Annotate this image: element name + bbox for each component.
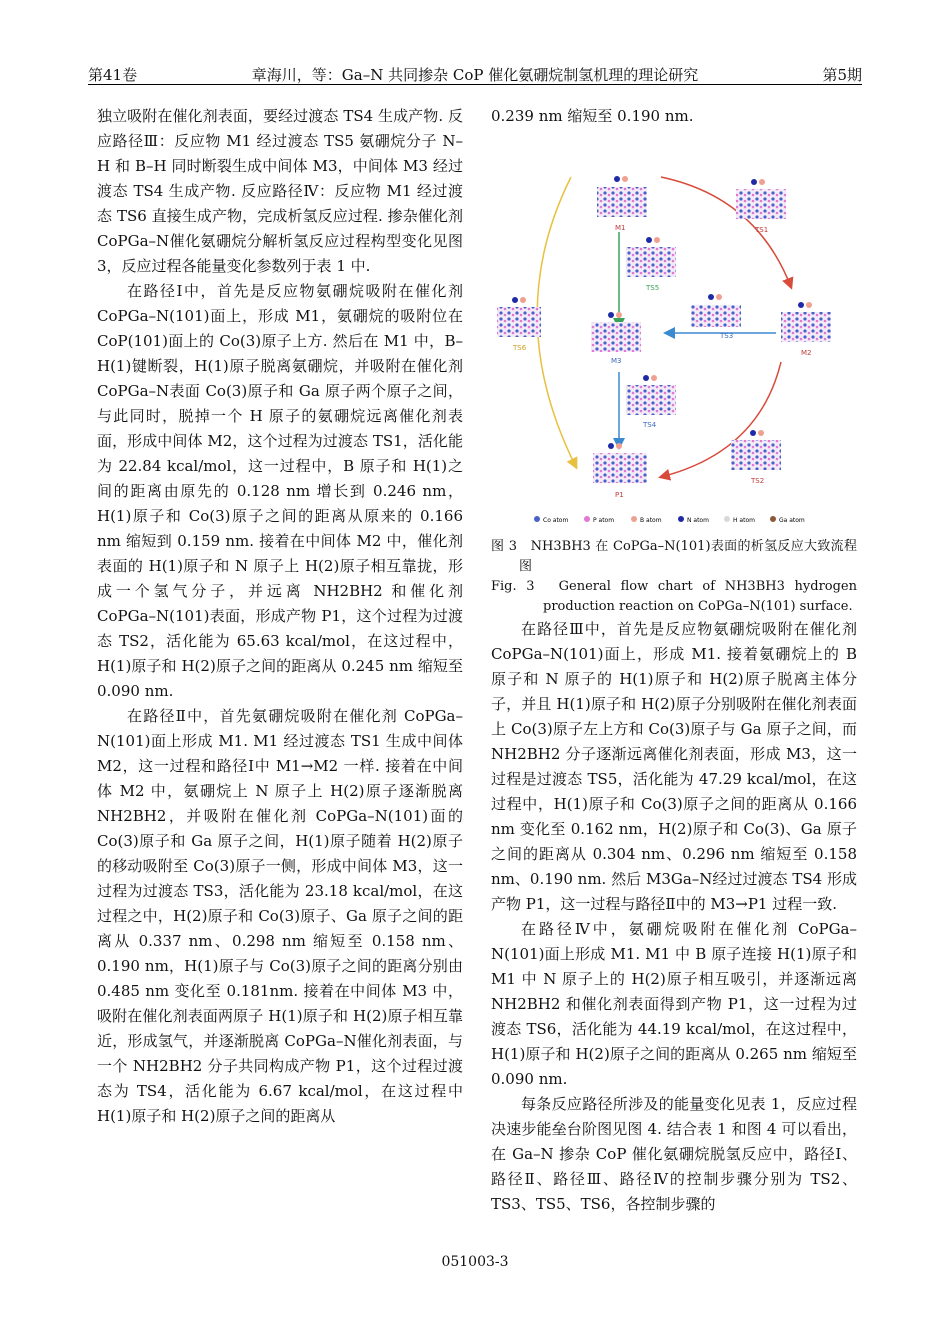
- figure-caption-en: Fig. 3 General flow chart of NH3BH3 hydrogen production reaction on CoPGa–N(101) surface.: [491, 579, 857, 614]
- structure-label: P1: [615, 491, 624, 499]
- legend-swatch: [724, 516, 730, 522]
- paragraph: 在路径Ⅱ中，首先氨硼烷吸附在催化剂 CoPGa–N(101)面上形成 M1. M1 经过渡态 TS1 生成中间体 M2，这一过程和路径Ⅰ中 M1→M2 一样. 接着在中间体 M2 中，氨硼烷上 N 原子上 H(2)原子逐渐脱离 NH2BH2，并吸附在催化剂 CoPGa–N(101)面的 Co(3)原子和 Ga 原子之间，H(1)原子随着 H(2)原子的移动吸附至 Co(3)原子一侧，形成中间体 M3，这一过程为过渡态 TS3，活化能为 23.18 kcal/mol，在这过程之中，H(2)原子和 Co(3)原子、Ga 原子之间的距离从 0.337 nm、0.298 nm 缩短至 0.158 nm、0.190 nm，H(1)原子与 Co(3)原子之间的距离分别由 0.485 nm 变化至 0.181nm. 接着在中间体 M3 中，吸附在催化剂表面两原子 H(1)原子和 H(2)原子相互靠近，形成氢气，并逐渐脱离 CoPGa–N催化剂表面，与一个 NH2BH2 分子共同构成产物 P1，这个过程过渡态为 TS4，活化能为 6.67 kcal/mol，在这过程中 H(1)原子和 H(2)原子之间的距离从: [97, 707, 463, 1125]
- structure-m3: [591, 312, 641, 365]
- structure-label: M2: [801, 349, 812, 357]
- running-title: 章海川，等：Ga–N 共同掺杂 CoP 催化氨硼烷制氢机理的理论研究: [251, 66, 699, 84]
- paragraph: 0.239 nm 缩短至 0.190 nm.: [491, 107, 694, 125]
- right-column: [491, 104, 857, 1217]
- structure-ts4: [626, 375, 676, 429]
- legend-swatch: [584, 516, 590, 522]
- legend-swatch: [631, 516, 637, 522]
- legend-swatch: [770, 516, 776, 522]
- header-rule: [88, 84, 862, 85]
- structure-label: TS3: [720, 332, 734, 340]
- structure-label: TS1: [755, 226, 769, 234]
- legend-label: B atom: [640, 517, 662, 524]
- structure-ts5: [626, 237, 676, 292]
- legend-swatch: [678, 516, 684, 522]
- structure-label: TS5: [646, 284, 660, 292]
- structure-ts1: [736, 179, 786, 234]
- paragraph: 在路径Ⅰ中，首先是反应物氨硼烷吸附在催化剂 CoPGa–N(101)面上，形成 M1，氨硼烷的吸附位在 CoP(101)面上的 Co(3)原子上方. 然后在 M1 中，B–H(1)键断裂，H(1)原子脱离氨硼烷，并吸附在催化剂 CoPGa–N表面 Co(3)原子和 Ga 原子两个原子之间，与此同时，脱掉一个 H 原子的氨硼烷远离催化剂表面，形成中间体 M2，这个过程为过渡态 TS1，活化能为 22.84 kcal/mol，这一过程中，B 原子和 H(1)之间的距离由原先的 0.128 nm 增长到 0.246 nm，H(1)原子和 Co(3)原子之间的距离从原来的 0.166 nm 缩短到 0.159 nm. 接着在中间体 M2 中，催化剂表面的 H(1)原子和 N 原子上 H(2)原子相互靠拢，形成一个氢气分子，并远离 NH2BH2 和催化剂 CoPGa–N(101)表面，形成产物 P1，这个过程为过渡态 TS2，活化能为 65.63 kcal/mol，在这过程中，H(1)原子和 H(2)原子之间的距离从 0.245 nm 缩短至 0.090 nm.: [97, 282, 463, 700]
- paragraph: 在路径Ⅳ中，氨硼烷吸附在催化剂 CoPGa–N(101)面上形成 M1. M1 中 B 原子连接 H(1)原子和 M1 中 N 原子上的 H(2)原子相互吸引，并逐渐远离 NH2BH2 和催化剂表面得到产物 P1，这一过程为过渡态 TS6，活化能为 44.19 kcal/mol，在这过程中，H(1)原子和 H(2)原子之间的距离从 0.265 nm 缩短至 0.090 nm.: [491, 920, 857, 1088]
- paragraph: 在路径Ⅲ中，首先是反应物氨硼烷吸附在催化剂 CoPGa–N(101)面上，形成 M1. 接着氨硼烷上的 B 原子和 N 原子的 H(1)原子和 H(2)原子脱离主体分子，并且 H(1)原子和 H(2)原子分别吸附在催化剂表面上 Co(3)原子左上方和 Co(3)原子与 Ga 原子之间，而 NH2BH2 分子逐渐远离催化剂表面，形成 M3，这一过程是过渡态 TS5，活化能为 47.29 kcal/mol，在这过程中，H(1)原子和 Co(3)原子之间的距离从 0.166 nm 变化至 0.162 nm，H(2)原子和 Co(3)、Ga 原子之间的距离从 0.304 nm、0.296 nm 缩短至 0.158 nm、0.190 nm. 然后 M3Ga–N经过过渡态 TS4 形成产物 P1，这一过程与路径Ⅱ中的 M3→P1 过程一致.: [491, 620, 857, 913]
- paragraph: 每条反应路径所涉及的能量变化见表 1，反应过程决速步能垒台阶图见图 4. 结合表 1 和图 4 可以看出，在 Ga–N 掺杂 CoP 催化氨硼烷脱氢反应中，路径Ⅰ、路径Ⅱ、路径Ⅲ、路径Ⅳ的控制步骤分别为 TS2、TS3、TS5、TS6，各控制步骤的: [491, 1095, 857, 1213]
- arrow-m1-ts6-p1: [537, 177, 576, 467]
- structure-label: M3: [611, 357, 622, 365]
- page-number: 051003-3: [441, 1254, 509, 1270]
- figure-3: [491, 137, 857, 537]
- legend-label: Ga atom: [779, 517, 805, 524]
- issue-label: 第5期: [822, 66, 862, 84]
- structure-p1: [593, 443, 647, 499]
- running-header: [88, 58, 862, 82]
- reaction-flow-diagram: [491, 137, 857, 537]
- figure-caption-cn: 图 3 NH3BH3 在 CoPGa–N(101)表面的析氢反应大致流程图: [491, 539, 857, 574]
- paragraph: 独立吸附在催化剂表面，要经过渡态 TS4 生成产物. 反应路径Ⅲ：反应物 M1 经过渡态 TS5 氨硼烷分子 N–H 和 B–H 同时断裂生成中间体 M3，中间体 M3 经过渡态 TS4 生成产物. 反应路径Ⅳ：反应物 M1 经过渡态 TS6 直接生成产物，完成析氢反应过程. 掺杂催化剂 CoPGa–N催化氨硼烷分解析氢反应过程构型变化见图 3，反应过程各能量变化参数列于表 1 中.: [97, 107, 463, 275]
- legend-label: Co atom: [543, 517, 569, 524]
- structure-m1: [597, 176, 647, 232]
- atom-legend: [534, 516, 805, 524]
- legend-label: H atom: [733, 517, 755, 524]
- structure-label: TS4: [643, 421, 657, 429]
- structure-m2: [781, 302, 831, 357]
- legend-label: P atom: [593, 517, 615, 524]
- legend-swatch: [534, 516, 540, 522]
- structure-ts2: [731, 430, 781, 485]
- left-column: [97, 104, 463, 1129]
- structure-label: TS2: [751, 477, 765, 485]
- structure-label: M1: [615, 224, 626, 232]
- legend-label: N atom: [687, 517, 709, 524]
- volume-label: 第41卷: [88, 66, 138, 84]
- structure-label: TS6: [513, 344, 527, 352]
- structure-ts6: [497, 297, 541, 352]
